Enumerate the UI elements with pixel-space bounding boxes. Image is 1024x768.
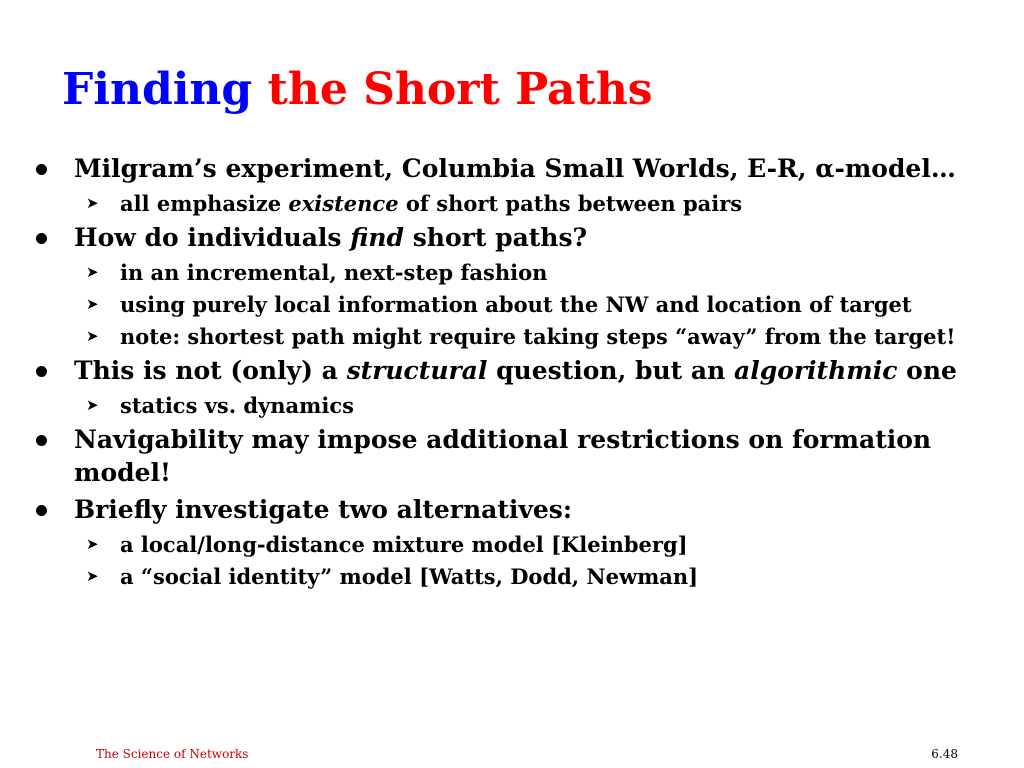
- arrow-bullet-icon: ➤: [86, 567, 99, 585]
- bullet-dot-icon: [36, 366, 47, 377]
- bullet-alternatives: [36, 493, 996, 526]
- sub-bullet-text: statics vs. dynamics: [120, 393, 354, 418]
- bullet-text: Navigability may impose additional restrictions on formation model!: [74, 425, 932, 487]
- bullet-text-part: question, but an: [487, 356, 735, 385]
- sub-bullet-text-part: of short paths between pairs: [398, 191, 743, 216]
- arrow-bullet-icon: ➤: [86, 194, 99, 212]
- bullet-text: [74, 356, 957, 385]
- bullet-emphasis: algorithmic: [734, 356, 898, 385]
- sub-bullet-statics: [36, 392, 996, 419]
- sub-bullet-text: a “social identity” model [Watts, Dodd, Newman]: [120, 564, 699, 589]
- arrow-bullet-icon: ➤: [86, 295, 99, 313]
- arrow-bullet-icon: ➤: [86, 263, 99, 281]
- sub-bullet-text: note: shortest path might require taking steps “away” from the target!: [120, 324, 956, 349]
- bullet-dot-icon: [36, 164, 47, 175]
- sub-bullet-text: a local/long-distance mixture model [Kleinberg]: [120, 532, 688, 557]
- footer-course-title: The Science of Networks: [96, 747, 249, 761]
- sub-bullet-social-identity: [36, 563, 996, 590]
- bullet-text-part: How do individuals: [74, 223, 351, 252]
- arrow-bullet-icon: ➤: [86, 396, 99, 414]
- sub-bullet-kleinberg: [36, 531, 996, 558]
- sub-bullet-existence: [36, 190, 996, 217]
- slide-title-part1: Finding: [62, 64, 253, 115]
- arrow-bullet-icon: ➤: [86, 535, 99, 553]
- bullet-how-find: [36, 221, 996, 254]
- sub-bullet-local-info: [36, 291, 996, 318]
- sub-bullet-text: [120, 191, 742, 216]
- slide-title: [62, 60, 653, 120]
- sub-bullet-text-part: all emphasize: [120, 191, 289, 216]
- bullet-emphasis: find: [350, 223, 405, 252]
- footer-slide-number: 6.48: [931, 747, 958, 761]
- bullet-dot-icon: [36, 233, 47, 244]
- bullet-navigability: [36, 423, 996, 489]
- bullet-milgram: [36, 152, 996, 185]
- bullet-text: [74, 223, 587, 252]
- sub-bullet-emphasis: existence: [288, 191, 399, 216]
- bullet-text-part: This is not (only) a: [74, 356, 347, 385]
- sub-bullet-shortest-path-note: [36, 323, 996, 350]
- bullet-text-part: short paths?: [404, 223, 588, 252]
- bullet-list: [36, 148, 996, 590]
- sub-bullet-text: using purely local information about the NW and location of target: [120, 292, 912, 317]
- bullet-algorithmic: [36, 354, 996, 387]
- slide-title-part2: the Short Paths: [267, 64, 653, 115]
- bullet-text-part: one: [897, 356, 957, 385]
- bullet-text: Briefly investigate two alternatives:: [74, 495, 573, 524]
- bullet-text: Milgram’s experiment, Columbia Small Worlds, E-R, α-model…: [74, 154, 956, 183]
- bullet-dot-icon: [36, 505, 47, 516]
- arrow-bullet-icon: ➤: [86, 327, 99, 345]
- sub-bullet-incremental: [36, 259, 996, 286]
- bullet-emphasis: structural: [346, 356, 488, 385]
- bullet-dot-icon: [36, 435, 47, 446]
- sub-bullet-text: in an incremental, next-step fashion: [120, 260, 548, 285]
